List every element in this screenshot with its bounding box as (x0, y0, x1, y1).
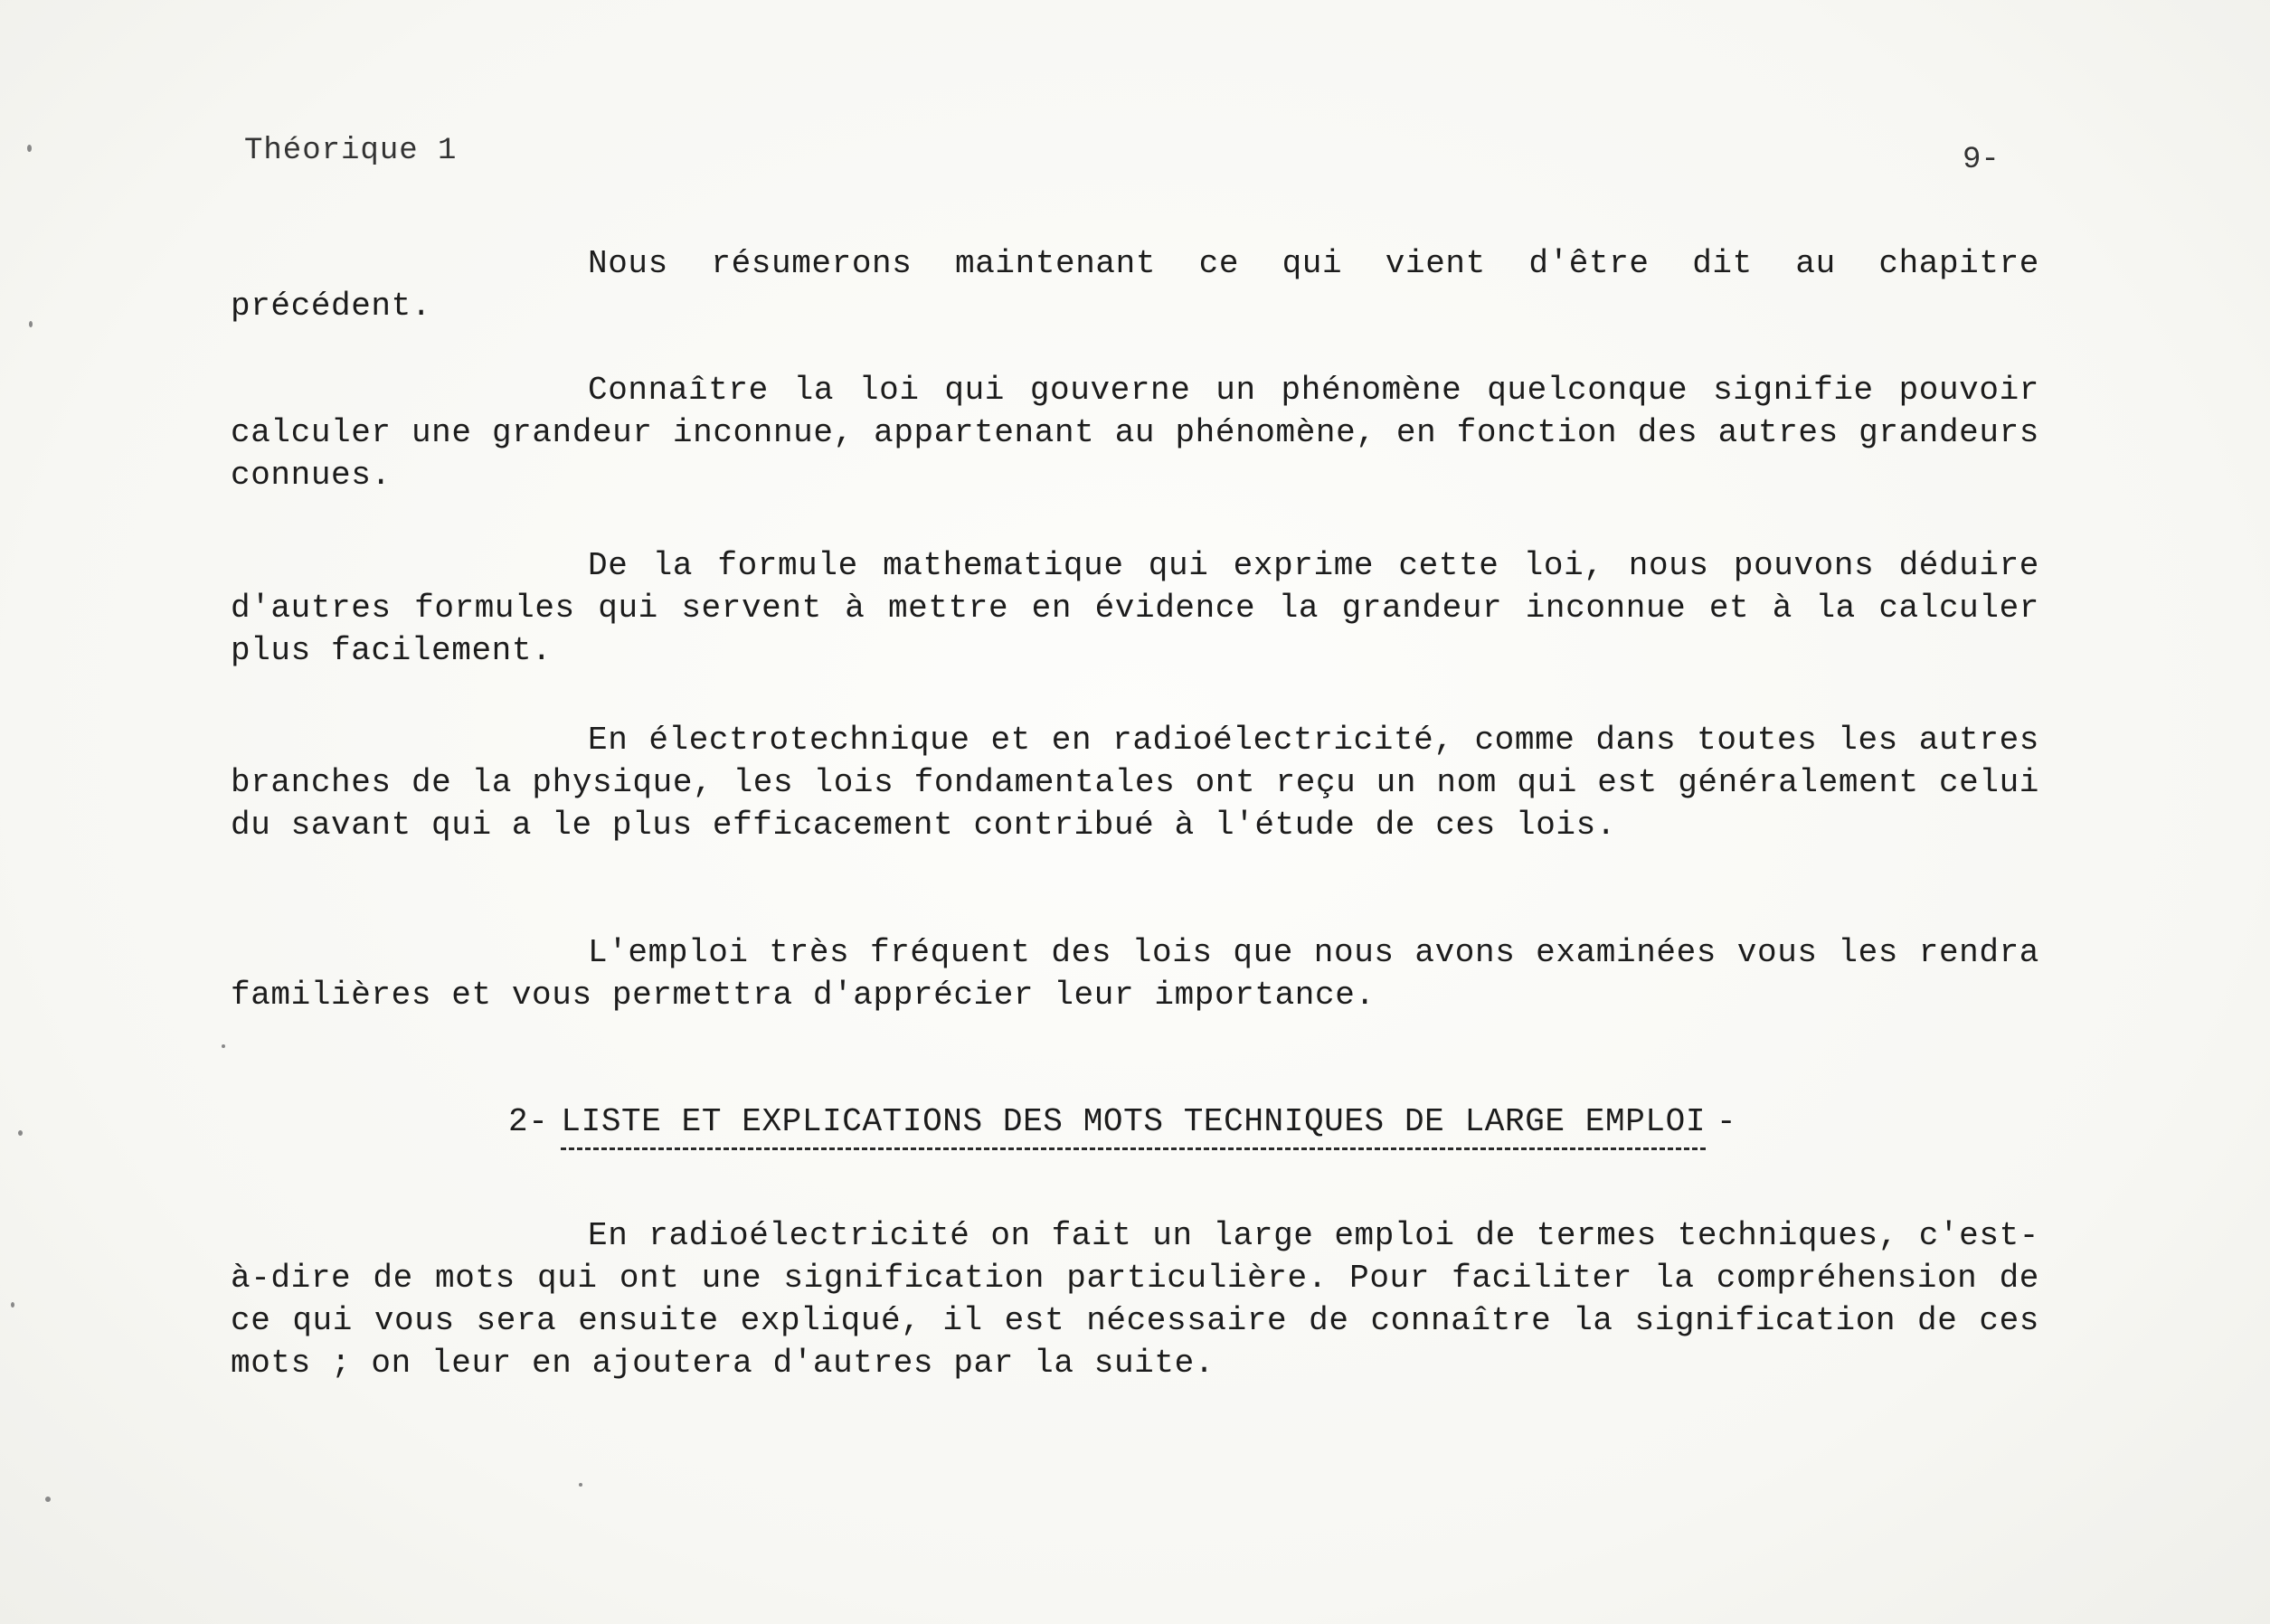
paragraph-summary: Nous résumerons maintenant ce qui vient d'être dit au chapitre précédent. (231, 245, 2039, 325)
section-title: LISTE ET EXPLICATIONS DES MOTS TECHNIQUES DE LARGE EMPLOI (561, 1103, 1706, 1150)
scan-speck (45, 1497, 51, 1502)
paragraph-technical-terms: En radioélectricité on fait un large emploi de termes techniques, c'est-à-dire de mots qui ont une signification particulière. Pour faciliter la compréhension de ce qui vous sera ensuite expliqué, il est nécessaire de connaître la signification de ces mots ; on leur en ajoutera d'autres par la suite. (231, 1217, 2039, 1382)
scan-speck (11, 1302, 14, 1308)
paragraph-law-definition: Connaître la loi qui gouverne un phénomène quelconque signifie pouvoir calculer une grandeur inconnue, appartenant au phénomène, en fonction des autres grandeurs connues. (231, 372, 2039, 494)
paragraph-frequent-use: L'emploi très fréquent des lois que nous avons examinées vous les rendra familières et vous permettra d'apprécier leur importance. (231, 934, 2039, 1014)
scan-speck (579, 1483, 582, 1487)
scan-speck (27, 145, 32, 152)
scan-speck (29, 321, 33, 327)
section-number: 2- (508, 1103, 549, 1140)
scan-speck (222, 1044, 225, 1048)
page-number: 9- (1963, 143, 2000, 177)
scan-speck (18, 1130, 23, 1136)
section-trailing-dash: - (1717, 1103, 1737, 1140)
paragraph-formula: De la formule mathematique qui exprime cette loi, nous pouvons déduire d'autres formules qui servent à mettre en évidence la grandeur inconnue et à la calculer plus facilement. (231, 547, 2039, 669)
running-head: Théorique 1 (244, 134, 458, 168)
section-heading (508, 1103, 1736, 1150)
paragraph-law-names: En électrotechnique et en radioélectricité, comme dans toutes les autres branches de la physique, les lois fondamentales ont reçu un nom qui est généralement celui du savant qui a le plus efficacement contribué à l'étude de ces lois. (231, 722, 2039, 844)
